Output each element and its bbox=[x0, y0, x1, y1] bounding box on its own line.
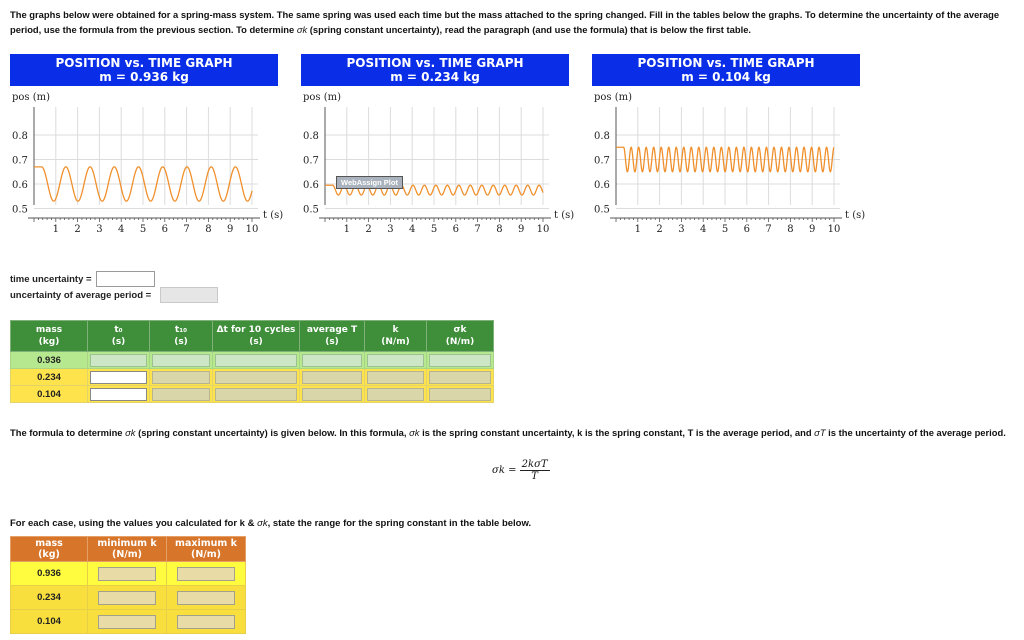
x-tick-label: 1 bbox=[52, 224, 59, 235]
sigma-k-formula bbox=[492, 459, 550, 482]
min-k-input[interactable] bbox=[98, 567, 156, 581]
x-tick-label: 5 bbox=[721, 224, 729, 235]
mass-cell: 0.936 bbox=[11, 562, 88, 586]
average-t-input[interactable] bbox=[302, 388, 362, 401]
graph-3 bbox=[592, 54, 866, 244]
x-tick-label: 9 bbox=[518, 224, 525, 235]
t0-input[interactable] bbox=[90, 371, 147, 384]
graph-title bbox=[301, 54, 569, 86]
graph-mass-label: m = 0.936 kg bbox=[99, 70, 189, 84]
table-row bbox=[11, 352, 494, 369]
y-tick-label: 0.8 bbox=[12, 131, 28, 142]
range-header-max-k: maximum k (N/m) bbox=[167, 537, 246, 562]
delta-t-input[interactable] bbox=[215, 388, 297, 401]
formula-numerator: 2kσT bbox=[521, 459, 548, 470]
table-row bbox=[11, 610, 246, 634]
header-t0: t₀ (s) bbox=[88, 321, 150, 352]
y-tick-label: 0.5 bbox=[594, 204, 610, 216]
sigma-k-input[interactable] bbox=[429, 388, 491, 401]
x-tick-label: 7 bbox=[474, 224, 481, 235]
t0-input[interactable] bbox=[90, 354, 147, 367]
instructions-paragraph bbox=[10, 7, 1015, 37]
mass-cell: 0.104 bbox=[11, 386, 88, 403]
x-tick-label: 2 bbox=[365, 224, 372, 235]
range-instructions: For each case, using the values you calculated for k & σk, state the range for the spring constant in the table below. bbox=[10, 518, 532, 529]
avg-period-uncertainty-label: uncertainty of average period = bbox=[10, 290, 152, 301]
table-row bbox=[11, 386, 494, 403]
x-tick-label: 4 bbox=[700, 224, 707, 235]
x-tick-label: 3 bbox=[96, 224, 103, 235]
graph-title-text: POSITION vs. TIME GRAPH bbox=[55, 56, 233, 70]
header-sigma-k: σk (N/m) bbox=[427, 321, 494, 352]
time-uncertainty-label: time uncertainty = bbox=[10, 274, 92, 285]
y-tick-label: 0.5 bbox=[12, 204, 28, 216]
sigma-k-input[interactable] bbox=[429, 354, 491, 367]
x-tick-label: 7 bbox=[183, 224, 190, 235]
x-tick-label: 9 bbox=[227, 224, 234, 235]
y-tick-label: 0.6 bbox=[12, 180, 28, 191]
x-axis-label: t (s) bbox=[263, 210, 284, 221]
sigma-k-symbol: σk bbox=[296, 24, 308, 35]
max-k-input[interactable] bbox=[177, 591, 235, 605]
mass-cell: 0.104 bbox=[11, 610, 88, 634]
x-tick-label: 4 bbox=[409, 224, 416, 235]
x-tick-label: 6 bbox=[743, 224, 750, 235]
k-input[interactable] bbox=[367, 371, 424, 384]
instructions-text-2: (spring constant uncertainty), read the paragraph (and use the formula) that is below the first table. bbox=[307, 24, 752, 35]
range-header-mass: mass (kg) bbox=[11, 537, 88, 562]
range-table bbox=[10, 536, 246, 634]
average-t-input[interactable] bbox=[302, 371, 362, 384]
x-tick-label: 1 bbox=[343, 224, 350, 235]
y-axis-label: pos (m) bbox=[594, 92, 633, 103]
graph-mass-label: m = 0.104 kg bbox=[681, 70, 771, 84]
graph-plot bbox=[592, 87, 866, 244]
formula-lhs: σk = bbox=[492, 465, 517, 476]
formula-paragraph: The formula to determine σk (spring constant uncertainty) is given below. In this formula, σk is the spring constant uncertainty, k is the spring constant, T is the average period, and σT is the uncertainty of the average period. bbox=[10, 427, 1006, 438]
max-k-input[interactable] bbox=[177, 567, 235, 581]
t10-input[interactable] bbox=[152, 371, 210, 384]
sigma-k-input[interactable] bbox=[429, 371, 491, 384]
header-mass: mass (kg) bbox=[11, 321, 88, 352]
max-k-input[interactable] bbox=[177, 615, 235, 629]
delta-t-input[interactable] bbox=[215, 354, 297, 367]
min-k-input[interactable] bbox=[98, 615, 156, 629]
y-tick-label: 0.7 bbox=[594, 155, 610, 167]
x-tick-label: 10 bbox=[536, 224, 550, 235]
table-row bbox=[11, 562, 246, 586]
y-tick-label: 0.6 bbox=[303, 180, 319, 191]
table-row bbox=[11, 369, 494, 386]
x-tick-label: 8 bbox=[205, 224, 212, 235]
x-tick-label: 6 bbox=[161, 224, 168, 235]
period-table bbox=[10, 320, 494, 403]
min-k-input[interactable] bbox=[98, 591, 156, 605]
header-delta-t: Δt for 10 cycles (s) bbox=[213, 321, 300, 352]
graph-title-text: POSITION vs. TIME GRAPH bbox=[637, 56, 815, 70]
header-t10: t₁₀ (s) bbox=[150, 321, 213, 352]
range-header-min-k: minimum k (N/m) bbox=[88, 537, 167, 562]
header-average-t: average T (s) bbox=[300, 321, 365, 352]
x-tick-label: 6 bbox=[452, 224, 459, 235]
mass-cell: 0.936 bbox=[11, 352, 88, 369]
y-tick-label: 0.8 bbox=[303, 131, 319, 142]
t10-input[interactable] bbox=[152, 354, 210, 367]
graph-1 bbox=[10, 54, 284, 244]
x-tick-label: 5 bbox=[430, 224, 438, 235]
time-uncertainty-input[interactable] bbox=[96, 271, 155, 287]
x-tick-label: 2 bbox=[74, 224, 81, 235]
y-tick-label: 0.8 bbox=[594, 131, 610, 142]
graph-mass-label: m = 0.234 kg bbox=[390, 70, 480, 84]
x-tick-label: 2 bbox=[656, 224, 663, 235]
y-tick-label: 0.5 bbox=[303, 204, 319, 216]
t0-input[interactable] bbox=[90, 388, 147, 401]
table-row bbox=[11, 586, 246, 610]
graph-2 bbox=[301, 54, 575, 244]
mass-cell: 0.234 bbox=[11, 586, 88, 610]
x-axis-label: t (s) bbox=[554, 210, 575, 221]
x-tick-label: 5 bbox=[139, 224, 147, 235]
y-tick-label: 0.7 bbox=[303, 155, 319, 167]
formula-fraction bbox=[520, 459, 550, 482]
graph-title bbox=[10, 54, 278, 86]
x-tick-label: 4 bbox=[118, 224, 125, 235]
t10-input[interactable] bbox=[152, 388, 210, 401]
mass-cell: 0.234 bbox=[11, 369, 88, 386]
x-tick-label: 10 bbox=[245, 224, 259, 235]
graph-title bbox=[592, 54, 860, 86]
formula-denominator: T bbox=[531, 471, 538, 482]
x-axis-label: t (s) bbox=[845, 210, 866, 221]
x-tick-label: 8 bbox=[496, 224, 503, 235]
x-tick-label: 7 bbox=[765, 224, 772, 235]
x-tick-label: 3 bbox=[387, 224, 394, 235]
graph-title-text: POSITION vs. TIME GRAPH bbox=[346, 56, 524, 70]
avg-period-uncertainty-input[interactable] bbox=[160, 287, 218, 303]
x-tick-label: 8 bbox=[787, 224, 794, 235]
k-input[interactable] bbox=[367, 388, 424, 401]
x-tick-label: 10 bbox=[827, 224, 841, 235]
x-tick-label: 3 bbox=[678, 224, 685, 235]
k-input[interactable] bbox=[367, 354, 424, 367]
y-axis-label: pos (m) bbox=[303, 92, 342, 103]
delta-t-input[interactable] bbox=[215, 371, 297, 384]
x-tick-label: 9 bbox=[809, 224, 816, 235]
graph-plot bbox=[301, 87, 575, 244]
y-tick-label: 0.6 bbox=[594, 180, 610, 191]
webassign-plot-badge: WebAssign Plot bbox=[336, 176, 403, 189]
header-k: k (N/m) bbox=[365, 321, 427, 352]
average-t-input[interactable] bbox=[302, 354, 362, 367]
instructions-text-1: The graphs below were obtained for a spring-mass system. The same spring was used each time but the mass attached to the spring changed. Fill in the tables below the graphs. To determine the uncertainty of the average period, use the formula from the previous section. To determine bbox=[10, 9, 1000, 35]
x-tick-label: 1 bbox=[634, 224, 641, 235]
y-axis-label: pos (m) bbox=[12, 92, 51, 103]
graph-plot bbox=[10, 87, 284, 244]
y-tick-label: 0.7 bbox=[12, 155, 28, 167]
